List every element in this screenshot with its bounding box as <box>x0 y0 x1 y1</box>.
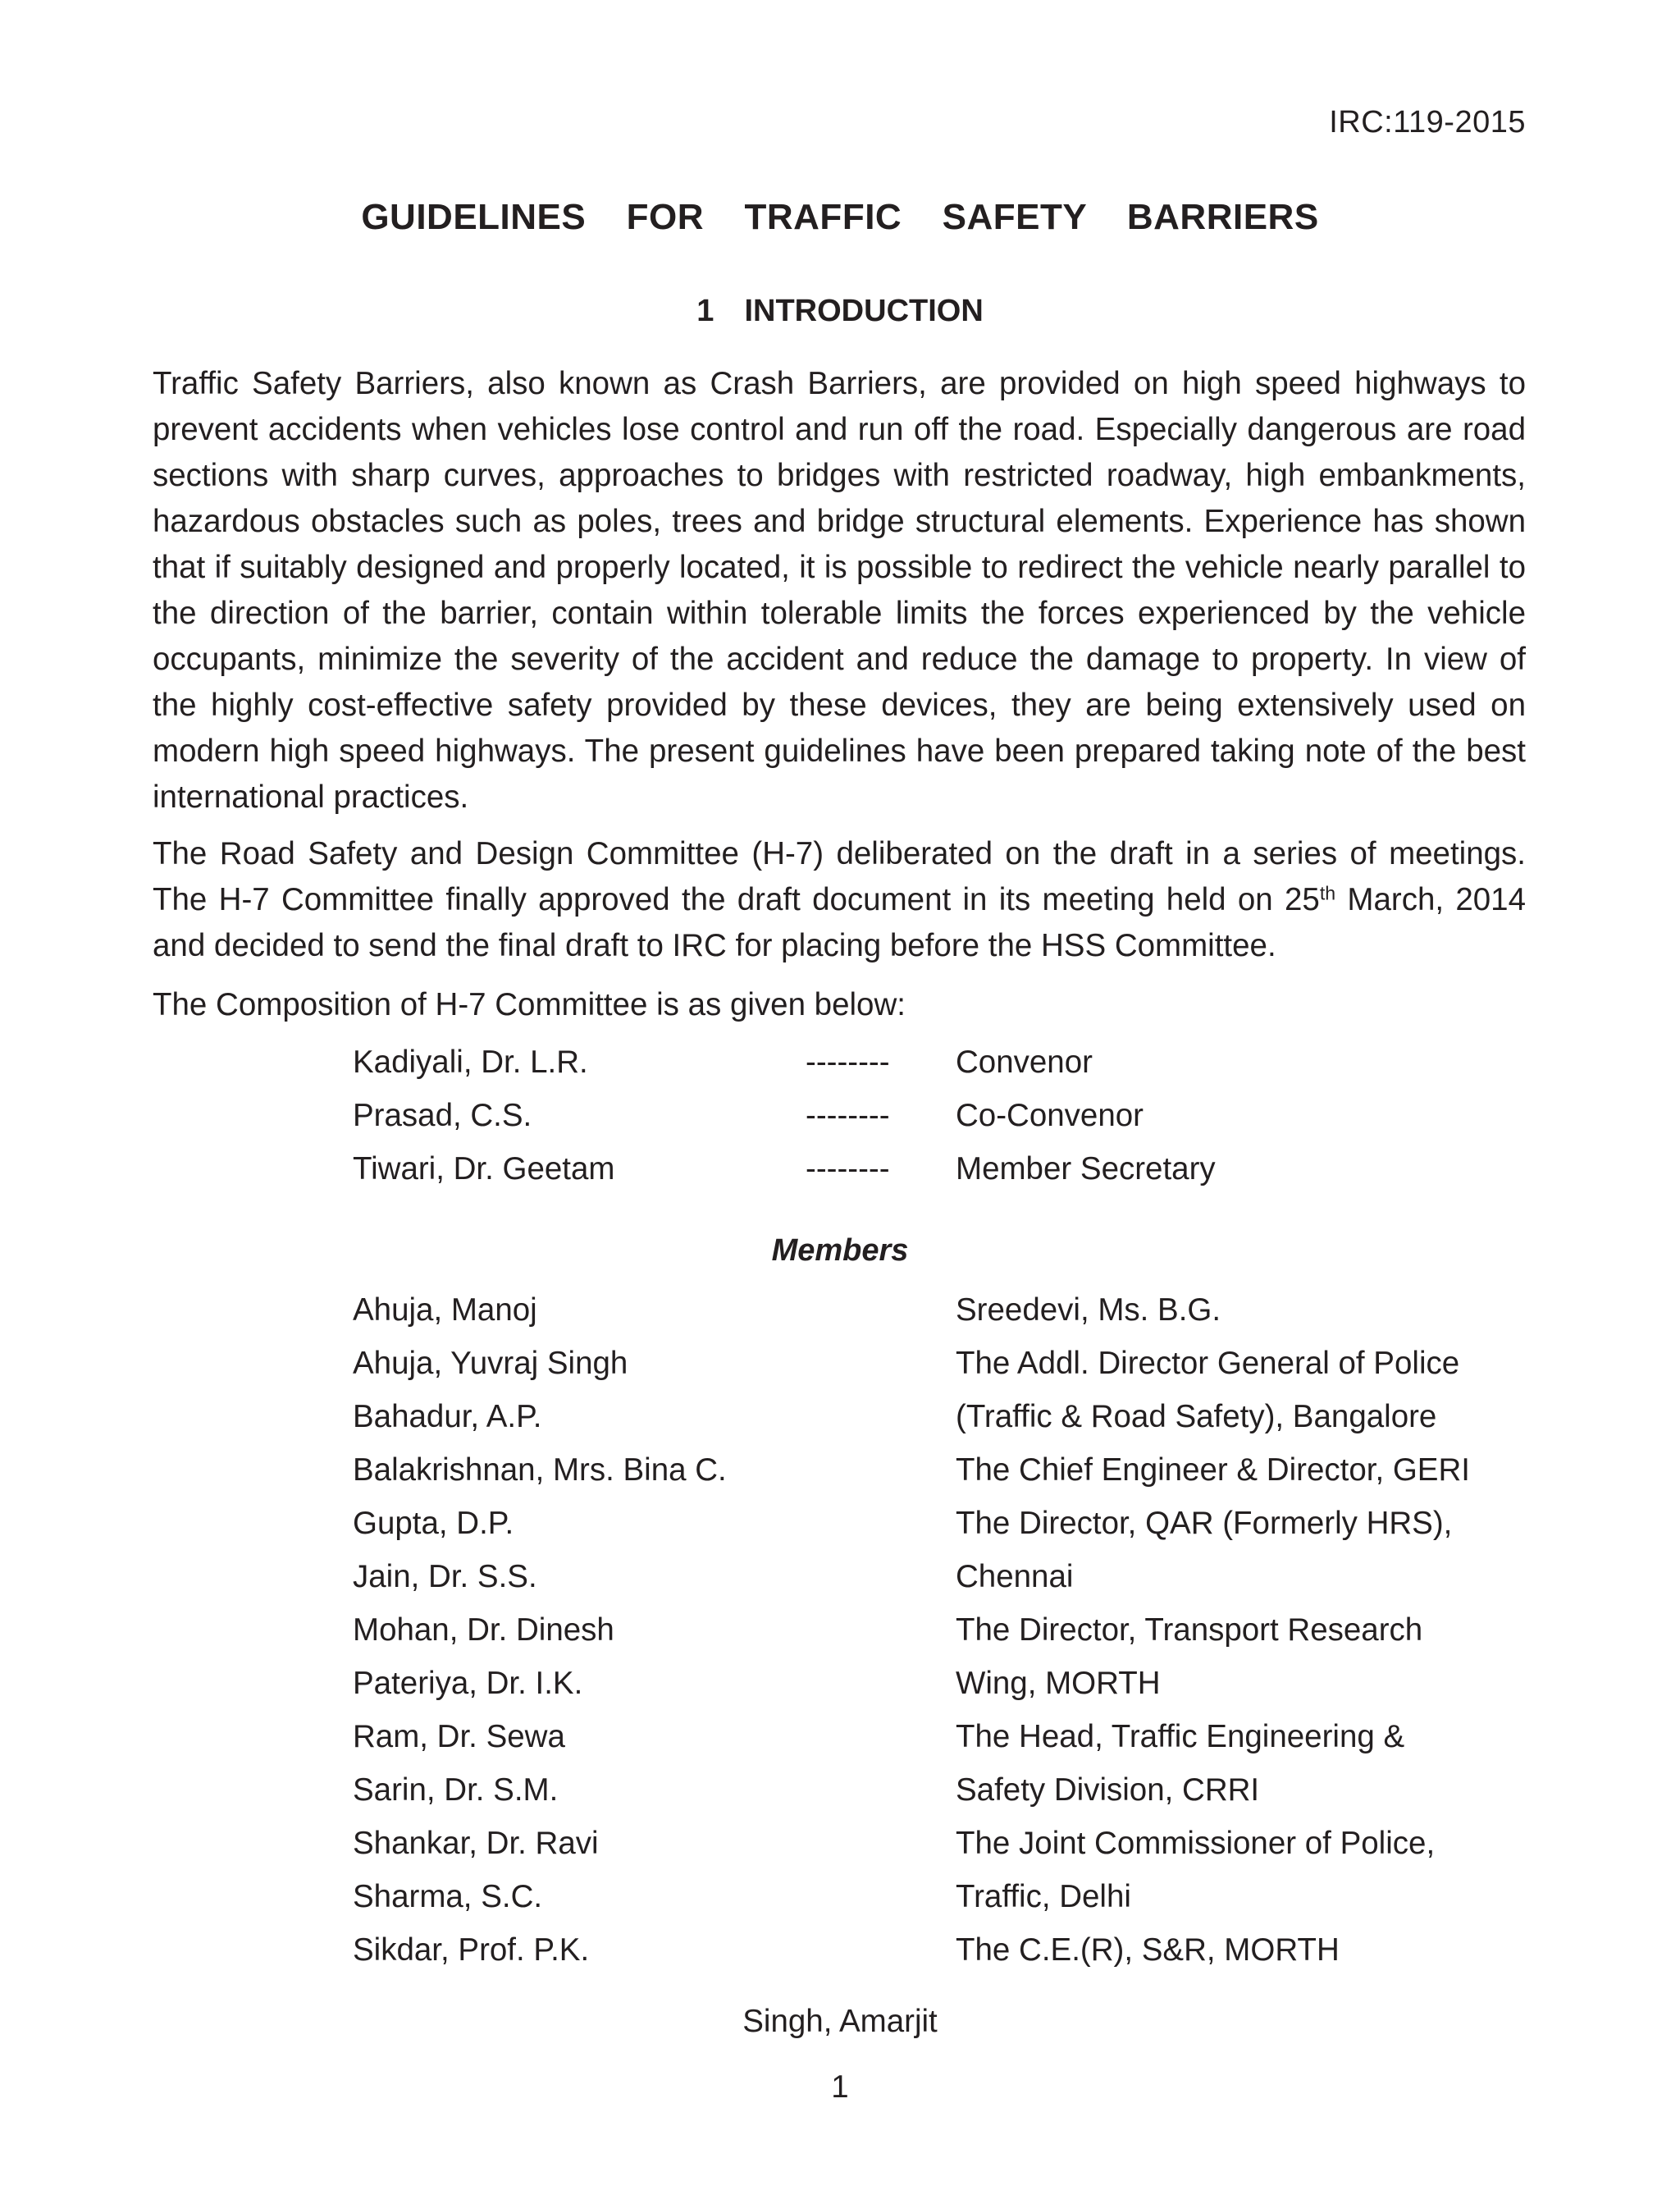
committee-paragraph-text-2: March, 2014 and decided to send the final draft to IRC for placing before the HSS Committee. <box>153 882 1526 963</box>
member-name: The Head, Traffic Engineering & <box>956 1719 1405 1754</box>
member-name: The Joint Commissioner of Police, <box>956 1826 1436 1861</box>
member-name: The Director, Transport Research <box>956 1612 1423 1648</box>
member-name-centered: Singh, Amarjit <box>742 2004 938 2039</box>
officer-role: Convenor <box>956 1045 1093 1080</box>
members-list-left <box>353 1283 727 1977</box>
officer-role: Member Secretary <box>956 1151 1216 1186</box>
member-name: Safety Division, CRRI <box>956 1772 1260 1808</box>
member-name: Sikdar, Prof. P.K. <box>353 1932 590 1968</box>
officer-name: Kadiyali, Dr. L.R. <box>353 1045 588 1080</box>
officer-role: Co-Convenor <box>956 1098 1144 1133</box>
member-name: Jain, Dr. S.S. <box>353 1559 537 1594</box>
officer-separator: -------- <box>806 1045 890 1080</box>
member-name: Chennai <box>956 1559 1074 1594</box>
member-name: Pateriya, Dr. I.K. <box>353 1666 583 1701</box>
officer-name: Prasad, C.S. <box>353 1098 532 1133</box>
committee-paragraph-text-1: The Road Safety and Design Committee (H-7) deliberated on the draft in a series of meetings. The H-7 Committee finally approved the draft document in its meeting held on 25 <box>153 836 1526 917</box>
officer-name: Tiwari, Dr. Geetam <box>353 1151 615 1186</box>
officer-separator: -------- <box>806 1098 890 1133</box>
member-name: Ahuja, Yuvraj Singh <box>353 1346 628 1381</box>
member-name: Sreedevi, Ms. B.G. <box>956 1292 1221 1328</box>
member-name: Ram, Dr. Sewa <box>353 1719 565 1754</box>
member-name: Wing, MORTH <box>956 1666 1161 1701</box>
member-name: The Addl. Director General of Police <box>956 1346 1460 1381</box>
document-code: IRC:119-2015 <box>1329 105 1526 139</box>
committee-officers <box>353 1036 1419 1196</box>
page-number: 1 <box>831 2069 849 2105</box>
section-heading: 1 INTRODUCTION <box>696 294 984 328</box>
members-heading: Members <box>771 1233 909 1268</box>
committee-paragraph <box>153 831 1526 969</box>
officer-row <box>353 1142 1419 1196</box>
document-title: GUIDELINES FOR TRAFFIC SAFETY BARRIERS <box>361 197 1319 237</box>
member-name: Ahuja, Manoj <box>353 1292 537 1328</box>
member-name: The C.E.(R), S&R, MORTH <box>956 1932 1340 1968</box>
member-name: Sharma, S.C. <box>353 1879 543 1914</box>
member-name: The Director, QAR (Formerly HRS), <box>956 1506 1453 1541</box>
composition-intro: The Composition of H-7 Committee is as given below: <box>153 987 906 1022</box>
member-name: Sarin, Dr. S.M. <box>353 1772 559 1808</box>
intro-paragraph: Traffic Safety Barriers, also known as Crash Barriers, are provided on high speed highways to prevent accidents when vehicles lose control and run off the road. Especially dangerous are road sections with sharp curves, approaches to bridges with restricted roadway, high embankments, hazardous obstacles such as poles, trees and bridge structural elements. Experience has shown that if suitably designed and properly located, it is possible to redirect the vehicle nearly parallel to the direction of the barrier, contain within tolerable limits the forces experienced by the vehicle occupants, minimize the severity of the accident and reduce the damage to property. In view of the highly cost-effective safety provided by these devices, they are being extensively used on modern high speed highways. The present guidelines have been prepared taking note of the best international practices. <box>153 366 1526 815</box>
member-name: Mohan, Dr. Dinesh <box>353 1612 614 1648</box>
member-name: Traffic, Delhi <box>956 1879 1131 1914</box>
member-name: (Traffic & Road Safety), Bangalore <box>956 1399 1437 1434</box>
member-name: The Chief Engineer & Director, GERI <box>956 1452 1470 1488</box>
member-name: Balakrishnan, Mrs. Bina C. <box>353 1452 727 1488</box>
officer-row <box>353 1089 1419 1142</box>
member-name: Shankar, Dr. Ravi <box>353 1826 599 1861</box>
officer-row <box>353 1036 1419 1089</box>
member-name: Bahadur, A.P. <box>353 1399 542 1434</box>
officer-separator: -------- <box>806 1151 890 1186</box>
members-list-right <box>956 1283 1470 1977</box>
member-name: Gupta, D.P. <box>353 1506 514 1541</box>
ordinal-superscript: th <box>1319 882 1336 904</box>
